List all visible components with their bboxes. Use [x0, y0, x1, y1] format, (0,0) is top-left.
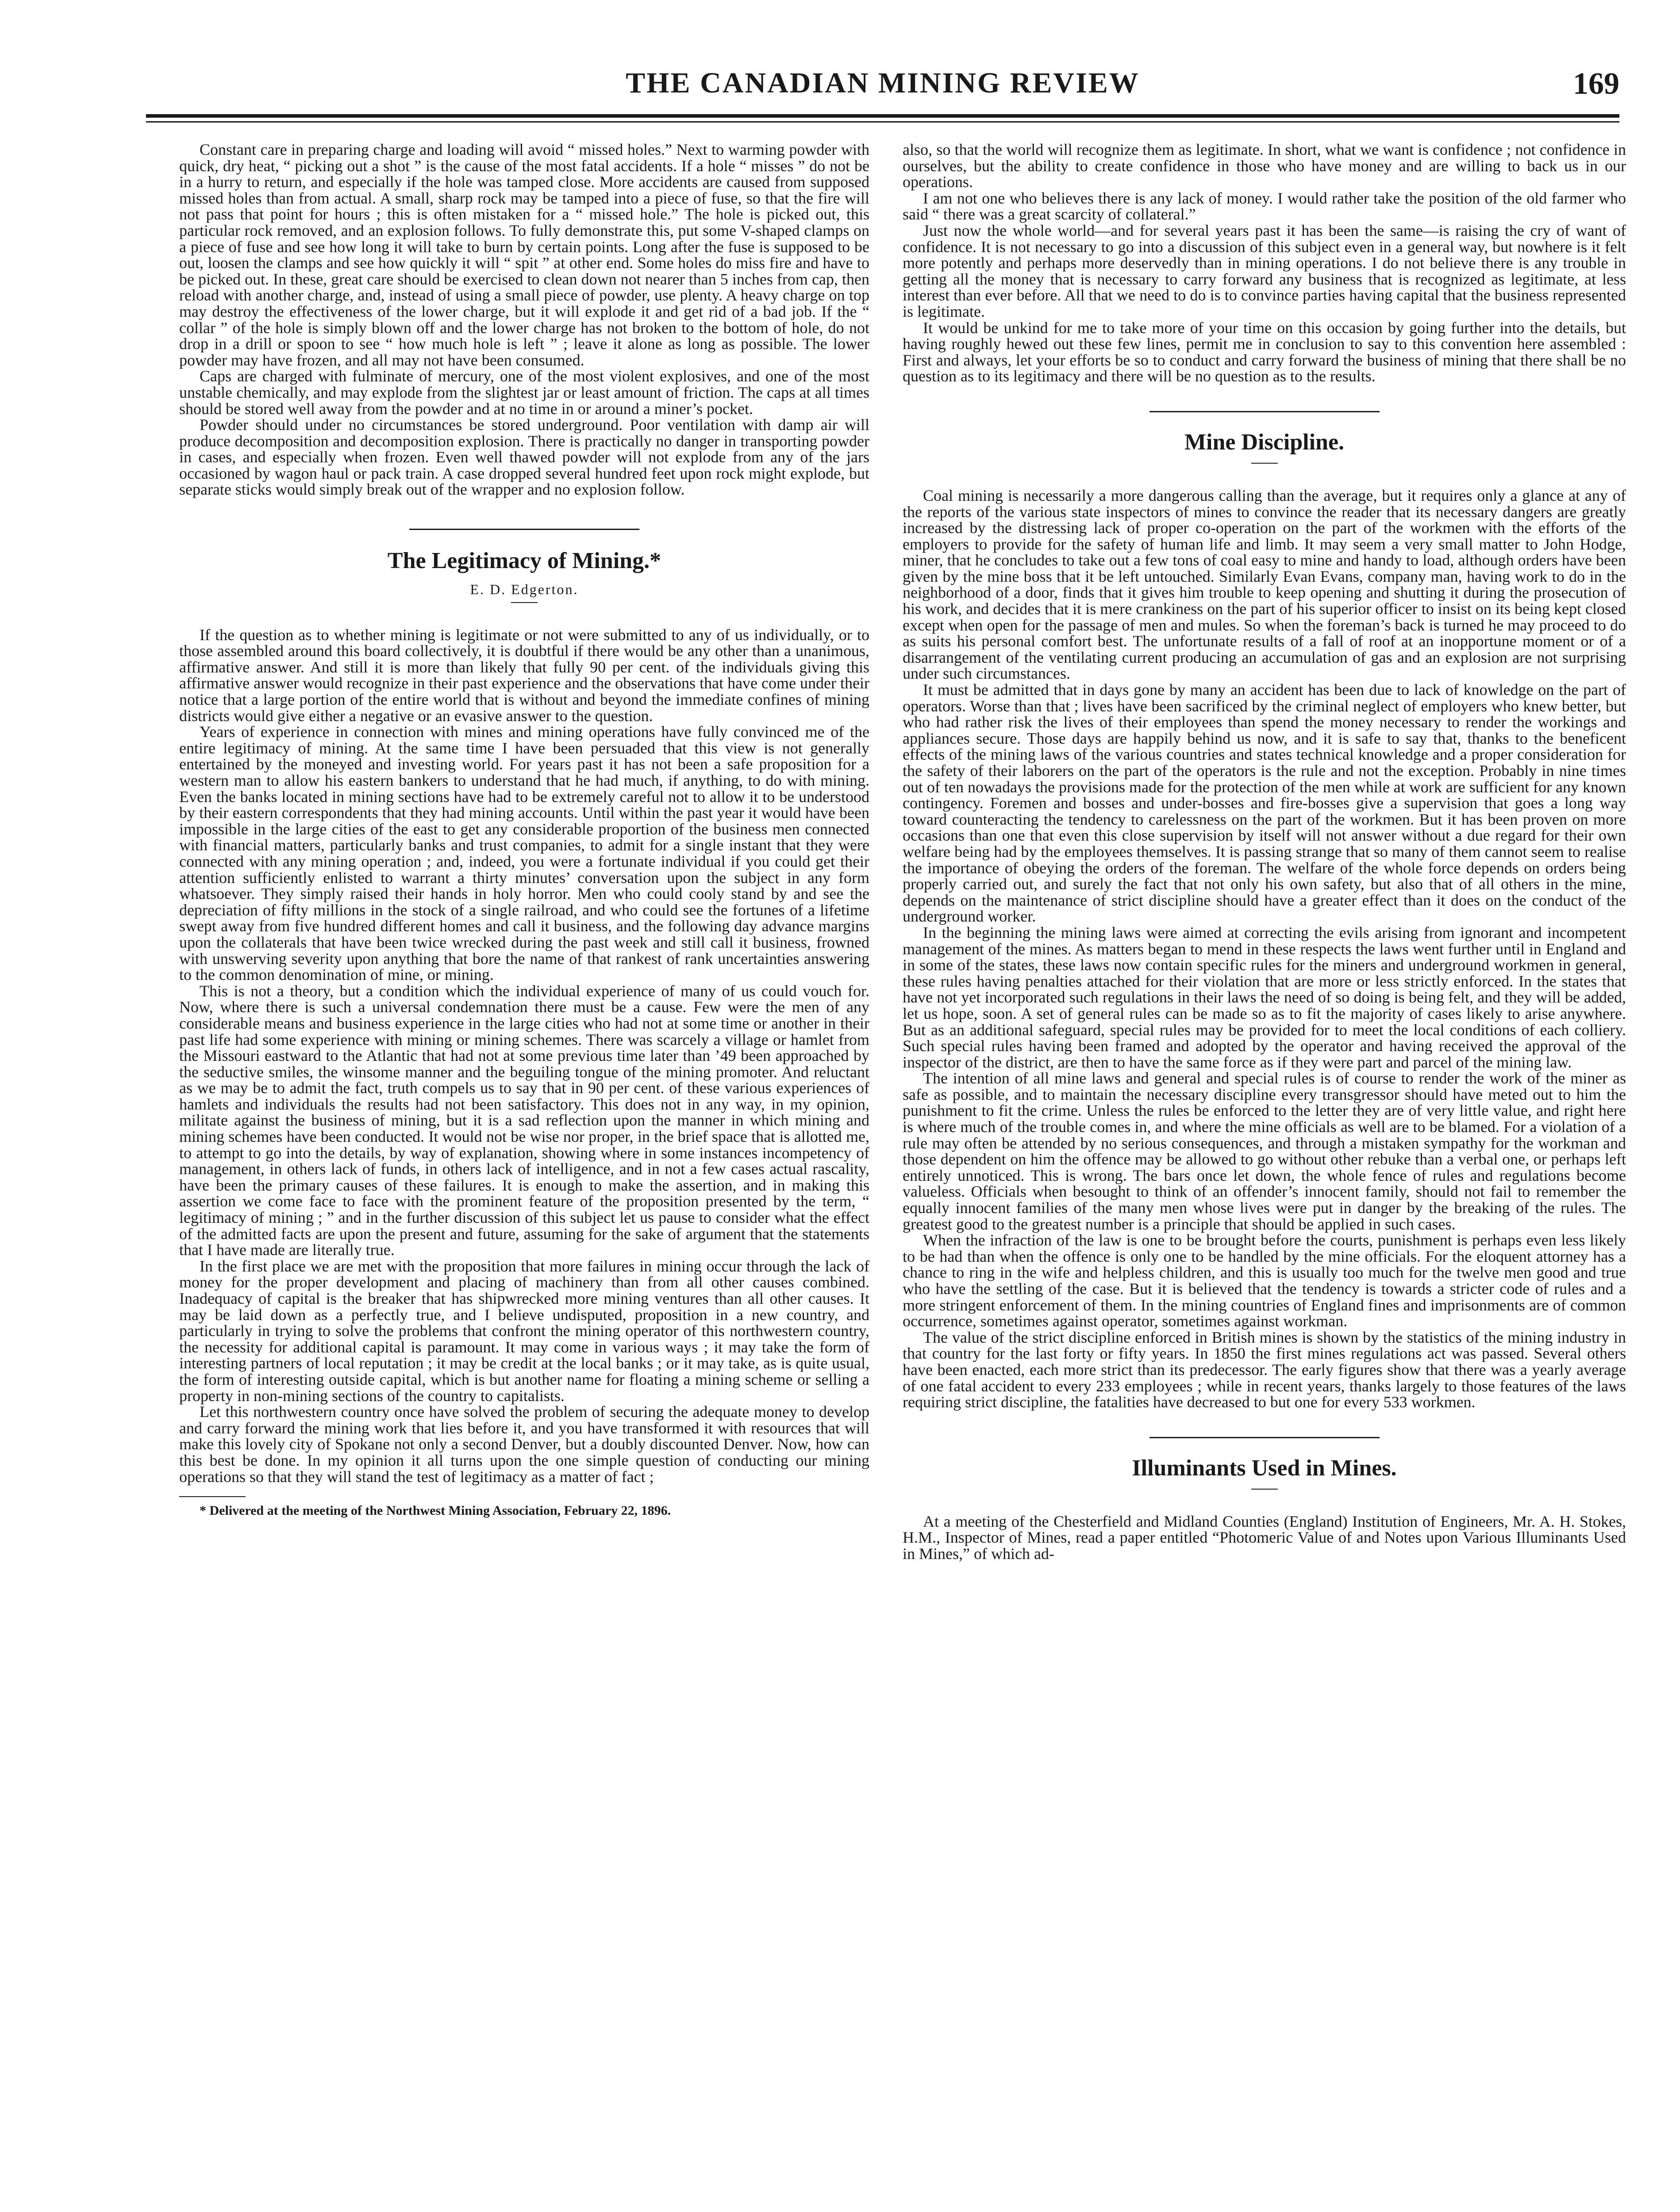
article-paragraph: Let this northwestern country once have solved the problem of securing the adequate money to develop and carry forward the mining work that lies before it, and you have transformed it with resources that will make this lovely city of Spokane not only a second Denver, but a doubly discounted Denver. Now, how can this best be done. In my opinion it all turns upon the one simple question of conducting our mining operations so that they will stand the test of legitimacy as a matter of fact ; — [179, 1403, 869, 1486]
title-dash — [511, 602, 538, 603]
article-paragraph: I am not one who believes there is any lack of money. I would rather take the position of the old farmer who said “ there was a great scarcity of collateral.” — [903, 189, 1626, 223]
right-column — [903, 142, 1626, 1562]
section-divider — [1149, 1437, 1380, 1438]
footnote: * Delivered at the meeting of the Northwest Mining Association, February 22, 1896. — [200, 1503, 671, 1518]
footnote-rule — [179, 1496, 246, 1497]
article-paragraph: Powder should under no circumstances be stored underground. Poor ventilation with damp air will produce decomposition and decomposition explosion. There is practically no danger in transporting powder in cases, and especially when frozen. Even well thawed powder will not explode from any of the jars occasioned by wagon haul or pack train. A case dropped several hundred feet upon rock might explode, but separate sticks would simply break out of the wrapper and no explosion follow. — [179, 416, 869, 499]
article-paragraph: The value of the strict discipline enforced in British mines is shown by the statistics of the mining industry in that country for the last forty or fifty years. In 1850 the first mines regulations act was passed. Several others have been enacted, each more strict than its predecessor. The early figures show that there was a yearly average of one fatal accident to every 233 employees ; while in recent years, thanks largely to those features of the laws requiring strict discipline, the fatalities have decreased to but one for every 533 workmen. — [903, 1328, 1626, 1411]
article-paragraph: Just now the whole world—and for several years past it has been the same—is raising the cry of want of confidence. It is not necessary to go into a discussion of this subject even in a general way, but nowhere is it felt more potently and perhaps more deservedly than in mining operations. I do not believe there is any trouble in getting all the money that is necessary to carry forward any business that is recognized as legitimate, at less interest than ever before. All that we need to do is to convince parties having capital that the business represented is legitimate. — [903, 221, 1626, 320]
left-column — [179, 142, 869, 1518]
article-paragraph: In the beginning the mining laws were aimed at correcting the evils arising from ignorant and incompetent management of the mines. As matters began to mend in these respects the laws went further until in England and in some of the states, these laws now contain specific rules for the miners and underground workmen in general, these rules having penalties attached for their violation that are more or less strictly enforced. In the states that have not yet incorporated such regulations in their laws the need of so doing is being felt, and they will be added, let us hope, soon. A set of general rules can be made so as to fit the majority of cases likely to arise anywhere. But as an additional safeguard, special rules may be provided for to meet the local conditions of each colliery. Such special rules having been framed and adopted by the operator and having received the approval of the inspector of the district, are then to have the same force as if they were part and parcel of the mining law. — [903, 923, 1626, 1071]
article-paragraph: It must be admitted that in days gone by many an accident has been due to lack of knowledge on the part of operators. Worse than that ; lives have been sacrificed by the criminal neglect of employers who knew better, but who had rather risk the lives of their employees than spend the money necessary to render the workings and appliances secure. Those days are happily behind us now, and it is safe to say that, thanks to the beneficent effects of the mining laws of the various countries and states technical knowledge and a proper consideration for the safety of their laborers on the part of the operators is the rule and not the exception. Probably in nine times out of ten nowadays the provisions made for the protection of the men while at work are sufficient for any known contingency. Foremen and bosses and under-bosses and fire-bosses give a supervision that goes a long way toward counteracting the tendency to carelessness on the part of the workmen. But it has been proven on more occasions than one that even this close supervision by itself will not answer without a due regard for their own welfare being had by the employees themselves. It is passing strange that so many of them cannot seem to realise the importance of obeying the orders of the foreman. The welfare of the whole force depends on orders being properly carried out, and surely the fact that not only his own safety, but also that of all others in the mine, depends on the maintenance of strict discipline should have a greater effect than it does on the conduct of the underground worker. — [903, 681, 1626, 926]
article-paragraph: If the question as to whether mining is legitimate or not were submitted to any of us individually, or to those assembled around this board collectively, it is doubtful if there would be any other than a unanimous, affirmative answer. And still it is more than likely that fully 90 per cent. of the individuals giving this affirmative answer would recognize in their past experience and the observations that have come under their notice that a large portion of the entire world that is without and beyond the immediate confines of mining districts would give either a negative or an evasive answer to the question. — [179, 626, 869, 725]
article-paragraph: also, so that the world will recognize them as legitimate. In short, what we want is confidence ; not confidence in ourselves, but the ability to create confidence in those who have money and are willing to back us in our operations. — [903, 141, 1626, 191]
section-divider — [409, 529, 639, 530]
article-paragraph: Constant care in preparing charge and loading will avoid “ missed holes.” Next to warming powder with quick, dry heat, “ picking out a shot ” is the cause of the most fatal accidents. If a hole “ misses ” do not be in a hurry to return, and especially if the hole was tamped close. More accidents are caused from supposed missed holes than from actual. A small, sharp rock may be tamped into a piece of fuse, so that the fire will not pass that point for hours ; this is often mistaken for a “ missed hole.” The hole is picked out, this particular rock removed, and an explosion follows. To fully demonstrate this, put some V-shaped clamps on a piece of fuse and see how long it will take to burn by certain points. Long after the fuse is supposed to be out, loosen the clamps and see how quickly it will “ spit ” at other end. Some holes do miss fire and have to be picked out. In these, great care should be exercised to clean down not nearer than 5 inches from cap, then reload with another charge, and, instead of using a small piece of powder, use plenty. A heavy charge on top may destroy the effectiveness of the lower charge, but it will explode it and get rid of a bad job. If the “ collar ” of the hole is simply blown off and the lower charge has not broken to the bottom of hole, do not drop in a drill or spoon to see “ how much hole is left ” ; leave it alone as long as possible. The lower powder may have frozen, and all may not have been consumed. — [179, 141, 869, 369]
article-paragraph: Years of experience in connection with mines and mining operations have fully convinced me of the entire legitimacy of mining. At the same time I have been persuaded that this view is not generally entertained by the moneyed and investing world. For years past it has not been a safe proposition for a western man to allow his eastern bankers to understand that he had much, if anything, to do with mining. Even the banks located in mining sections have had to be extremely careful not to allow it to be understood by their eastern correspondents that they had mining accounts. Until within the past year it would have been impossible in the large cities of the east to get any considerable proportion of the business men connected with financial matters, particularly banks and trust companies, to admit for a single instant that they were connected with any mining operation ; and, indeed, you were a fortunate individual if you could get their attention sufficiently enlisted to warrant a thirty minutes’ conversation upon the subject in any form whatsoever. They simply raised their hands in holy horror. Men who could cooly stand by and see the depreciation of fifty millions in the stock of a single railroad, and who could see the fortunes of a lifetime swept away from five hundred different homes and call it business, and the following day advance margins upon the collaterals that have been twice wrecked during the past week and still call it business, frowned with unswerving severity upon anything that bore the name of that rankest of rank uncertainties answering to the common denomination of mine, or mining. — [179, 723, 869, 984]
article-paragraph: The intention of all mine laws and general and special rules is of course to render the work of the miner as safe as possible, and to maintain the necessary discipline every transgressor should have meted out to him the punishment to fit the crime. Unless the rules be enforced to the letter they are of very little value, and right here is where much of the trouble comes in, and where the mine officials as well are to be blamed. For a violation of a rule may often be attended by no serious consequences, and through a mistaken sympathy for the workman and those dependent on him the offence may be allowed to go without other rebuke than a verbal one, or perhaps left entirely unnoticed. This is wrong. The bars once let down, the whole fence of rules and regulations become valueless. Officials when besought to think of an offender’s innocent family, should not fail to remember the equally innocent families of the many men whose lives were put in danger by the breaking of the rules. The greatest good to the greatest number is a principle that should be applied in such cases. — [903, 1069, 1626, 1233]
section-divider — [1149, 411, 1380, 412]
article-mine-discipline — [903, 429, 1626, 1410]
article-paragraph: Coal mining is necessarily a more dangerous calling than the average, but it requires only a glance at any of the reports of the various state inspectors of mines to convince the reader that its necessary dangers are greatly increased by the distressing lack of proper co-operation on the part of the workmen with the efforts of the employers to provide for the safety of human life and limb. It may seem a very small matter to John Hodge, miner, that he concludes to take out a few tons of coal easy to mine and handy to load, although orders have been given by the mine boss that it be left untouched. Similarly Evan Evans, company man, having work to do in the neighborhood of a door, finds that it gives him trouble to keep opening and shutting it during the prosecution of his work, and decides that it is mere crankiness on the part of his superior officer to insist on its being kept closed except when open for the passage of men and mules. So when the foreman’s back is turned he may proceed to do as suits his personal comfort best. The unfortunate results of a fall of roof at an inopportune moment or of a disarrangement of the ventilating current producing an accumulation of gas and an explosion are not surprising under such circumstances. — [903, 486, 1626, 683]
page-header — [146, 66, 1619, 111]
title-dash — [1251, 1489, 1278, 1490]
header-rule-thin — [146, 121, 1619, 123]
article-paragraph: When the infraction of the law is one to be brought before the courts, punishment is perhaps even less likely to be had than when the offence is only one to be handled by the mine officials. For the eloquent attorney has a chance to ring in the wife and helpless children, and this is usually too much for the twelve men good and true who have the settling of the case. But it is believed that the tendency is towards a stricter code of rules and a more stringent enforcement of them. In the mining countries of England fines and imprisonments are of common occurrence, sometimes against operator, sometimes against workman. — [903, 1231, 1626, 1330]
article-paragraph: In the first place we are met with the proposition that more failures in mining occur through the lack of money for the proper development and placing of machinery than from all other causes combined. Inadequacy of capital is the breaker that has shipwrecked more mining ventures than all other causes. It may be laid down as a perfectly true, and I believe undisputed, proposition in a new country, and particularly in trying to solve the problems that confront the mining operator of this northwestern country, the necessity for additional capital is paramount. It may come in various ways ; it may take the form of interesting partners of local reputation ; it may be credit at the local banks ; or it may take, as is quite usual, the form of interesting outside capital, which is but another name for floating a mining scheme or selling a property in non-mining sections of the country to capitalists. — [179, 1257, 869, 1405]
article-title: Mine Discipline. — [1184, 429, 1345, 455]
article-legitimacy-of-mining — [179, 548, 869, 1518]
article-paragraph: At a meeting of the Chesterfield and Midland Counties (England) Institution of Engineers, Mr. A. H. Stokes, H.M., Inspector of Mines, read a paper entitled “Photomeric Value of and Notes upon Various Illuminants Used in Mines,” of which ad- — [903, 1512, 1626, 1563]
legitimacy-continuation — [903, 142, 1626, 384]
article-title: Illuminants Used in Mines. — [1132, 1455, 1397, 1481]
article-paragraph: This is not a theory, but a condition which the individual experience of many of us could vouch for. Now, where there is such a universal condemnation there must be a cause. Few were the men of any considerable means and business experience in the large cities who had not at some time or another in their past life had some experience with mining or mining schemes. There was scarcely a village or hamlet from the Missouri eastward to the Atlantic that had not at some previous time later than ’49 been approached by the seductive smiles, the winsome manner and the beguiling tongue of the mining promoter. And reluctant as we may be to admit the fact, truth compels us to say that in 90 per cent. of these various experiences of hamlets and individuals the results had not been satisfactory. This does not in any way, in my opinion, militate against the business of mining, but it is a sad reflection upon the manner in which mining and mining schemes have been conducted. It would not be wise nor proper, in the brief space that is allotted me, to attempt to go into the details, by way of explanation, showing where in some instances incompetency of management, in others lack of funds, in others lack of intelligence, and in not a few cases actual rascality, have been the primary causes of these failures. It is enough to make the assertion, and in making this assertion we come face to face with the prominent feature of the proposition presented by the term, “ legitimacy of mining ; ” and in the further discussion of this subject let us pause to consider what the effect of the admitted facts are upon the present and future, assuming for the sake of argument that the statements that I have made are literally true. — [179, 982, 869, 1259]
article-illuminants — [903, 1455, 1626, 1562]
header-rule-thick — [146, 114, 1619, 118]
article-title: The Legitimacy of Mining.* — [387, 548, 661, 574]
article-paragraph: Caps are charged with fulminate of mercury, one of the most violent explosives, and one of the most unstable chemically, and may explode from the slightest jar or least amount of friction. The caps at all times should be stored well away from the powder and at no time in or around a miner’s pocket. — [179, 367, 869, 418]
article-paragraph: It would be unkind for me to take more of your time on this occasion by going further into the details, but having roughly hewed out these few lines, permit me in conclusion to say to this convention here assembled : First and always, let your efforts be so to conduct and carry forward the business of mining that there shall be no question as to its legitimacy and there will be no question as to the results. — [903, 319, 1626, 385]
blasting-continuation — [179, 142, 869, 498]
article-byline: E. D. Edgerton. — [470, 581, 579, 598]
publication-title: THE CANADIAN MINING REVIEW — [626, 67, 1140, 99]
page-number: 169 — [1573, 67, 1619, 101]
title-dash — [1251, 463, 1278, 464]
